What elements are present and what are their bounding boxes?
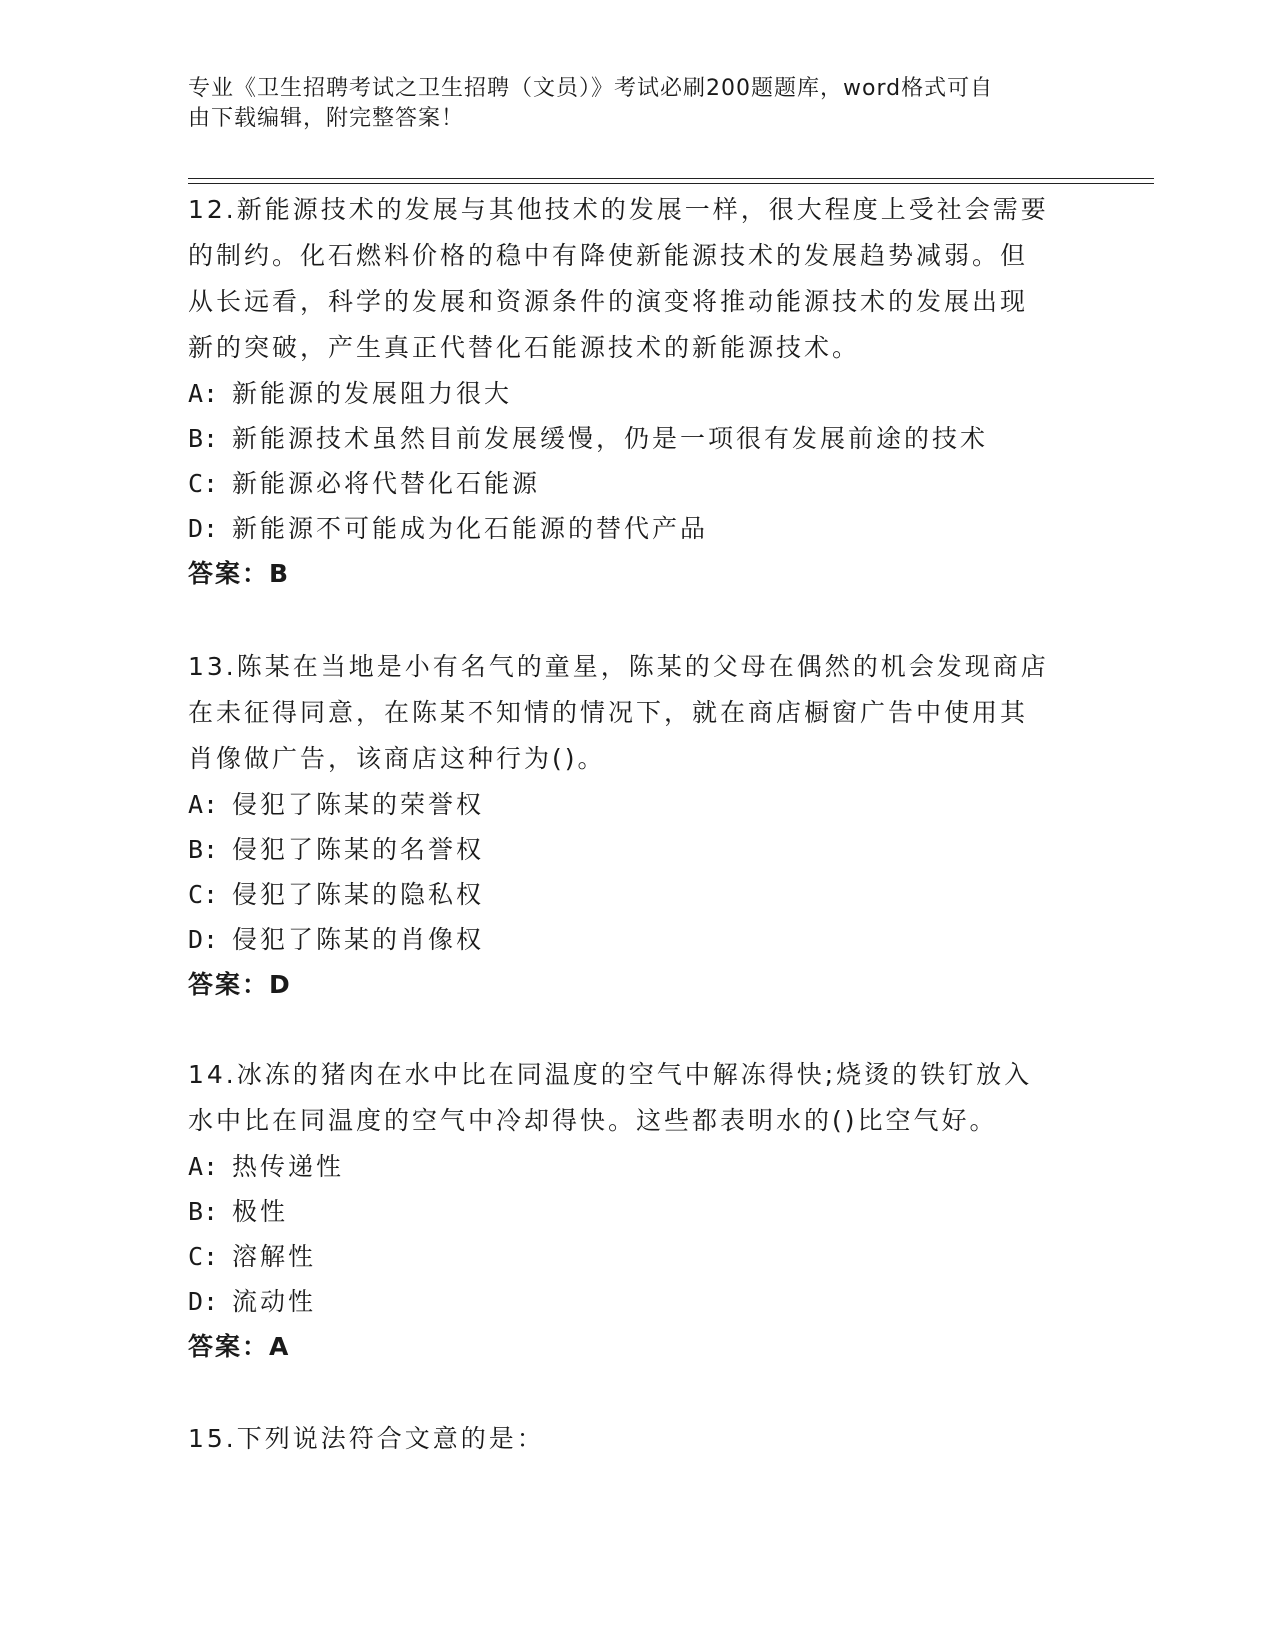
answer: 答案：D <box>188 970 292 999</box>
question-12 <box>188 187 1088 597</box>
option-d <box>188 506 1088 551</box>
question-13 <box>188 644 1088 1008</box>
document-header <box>188 74 1068 134</box>
option-text: 流动性 <box>232 1287 317 1316</box>
option-letter: D: <box>188 514 219 543</box>
option-text: 新能源技术虽然目前发展缓慢，仍是一项很有发展前途的技术 <box>232 424 989 453</box>
option-d <box>188 917 1088 962</box>
option-letter: B: <box>188 424 219 453</box>
option-text: 新能源不可能成为化石能源的替代产品 <box>232 514 709 543</box>
question-stem-line: 15.下列说法符合文意的是： <box>188 1424 545 1453</box>
option-letter: B: <box>188 1197 219 1226</box>
question-stem-line: 14.冰冻的猪肉在水中比在同温度的空气中解冻得快;烧烫的铁钉放入 <box>188 1060 1033 1089</box>
question-14 <box>188 1052 1088 1370</box>
answer: 答案：A <box>188 1332 291 1361</box>
question-stem-line: 肖像做广告，该商店这种行为()。 <box>188 744 606 773</box>
option-text: 热传递性 <box>232 1152 345 1181</box>
option-a <box>188 782 1088 827</box>
option-a <box>188 1144 1088 1189</box>
question-stem-line: 水中比在同温度的空气中冷却得快。这些都表明水的()比空气好。 <box>188 1106 998 1135</box>
option-letter: C: <box>188 880 219 909</box>
option-letter: C: <box>188 469 219 498</box>
option-letter: A: <box>188 790 219 819</box>
option-text: 侵犯了陈某的荣誉权 <box>232 790 485 819</box>
header-line-2: 由下载编辑，附完整答案！ <box>188 106 465 131</box>
option-text: 极性 <box>232 1197 289 1226</box>
option-letter: C: <box>188 1242 219 1271</box>
answer: 答案：B <box>188 559 291 588</box>
option-text: 侵犯了陈某的隐私权 <box>232 880 485 909</box>
option-b <box>188 827 1088 872</box>
option-b <box>188 1189 1088 1234</box>
question-stem-line: 13.陈某在当地是小有名气的童星，陈某的父母在偶然的机会发现商店 <box>188 652 1049 681</box>
option-a <box>188 371 1088 416</box>
header-rule-bottom <box>188 183 1154 184</box>
option-b <box>188 416 1088 461</box>
option-letter: D: <box>188 925 219 954</box>
question-stem-line: 在未征得同意，在陈某不知情的情况下，就在商店橱窗广告中使用其 <box>188 698 1029 727</box>
option-c <box>188 872 1088 917</box>
header-line-1: 专业《卫生招聘考试之卫生招聘（文员）》考试必刷200题题库，word格式可自 <box>188 76 994 101</box>
option-text: 侵犯了陈某的名誉权 <box>232 835 485 864</box>
option-d <box>188 1279 1088 1324</box>
option-letter: B: <box>188 835 219 864</box>
option-c <box>188 461 1088 506</box>
option-c <box>188 1234 1088 1279</box>
question-stem-line: 从长远看，科学的发展和资源条件的演变将推动能源技术的发展出现 <box>188 287 1029 316</box>
question-stem-line: 的制约。化石燃料价格的稳中有降使新能源技术的发展趋势减弱。但 <box>188 241 1029 270</box>
option-letter: A: <box>188 379 219 408</box>
option-text: 新能源必将代替化石能源 <box>232 469 541 498</box>
option-letter: A: <box>188 1152 219 1181</box>
header-rule-top <box>188 178 1154 179</box>
question-15 <box>188 1416 1088 1462</box>
question-stem-line: 12.新能源技术的发展与其他技术的发展一样，很大程度上受社会需要 <box>188 195 1049 224</box>
question-stem-line: 新的突破，产生真正代替化石能源技术的新能源技术。 <box>188 333 861 362</box>
option-text: 侵犯了陈某的肖像权 <box>232 925 485 954</box>
option-text: 新能源的发展阻力很大 <box>232 379 513 408</box>
option-text: 溶解性 <box>232 1242 317 1271</box>
option-letter: D: <box>188 1287 219 1316</box>
